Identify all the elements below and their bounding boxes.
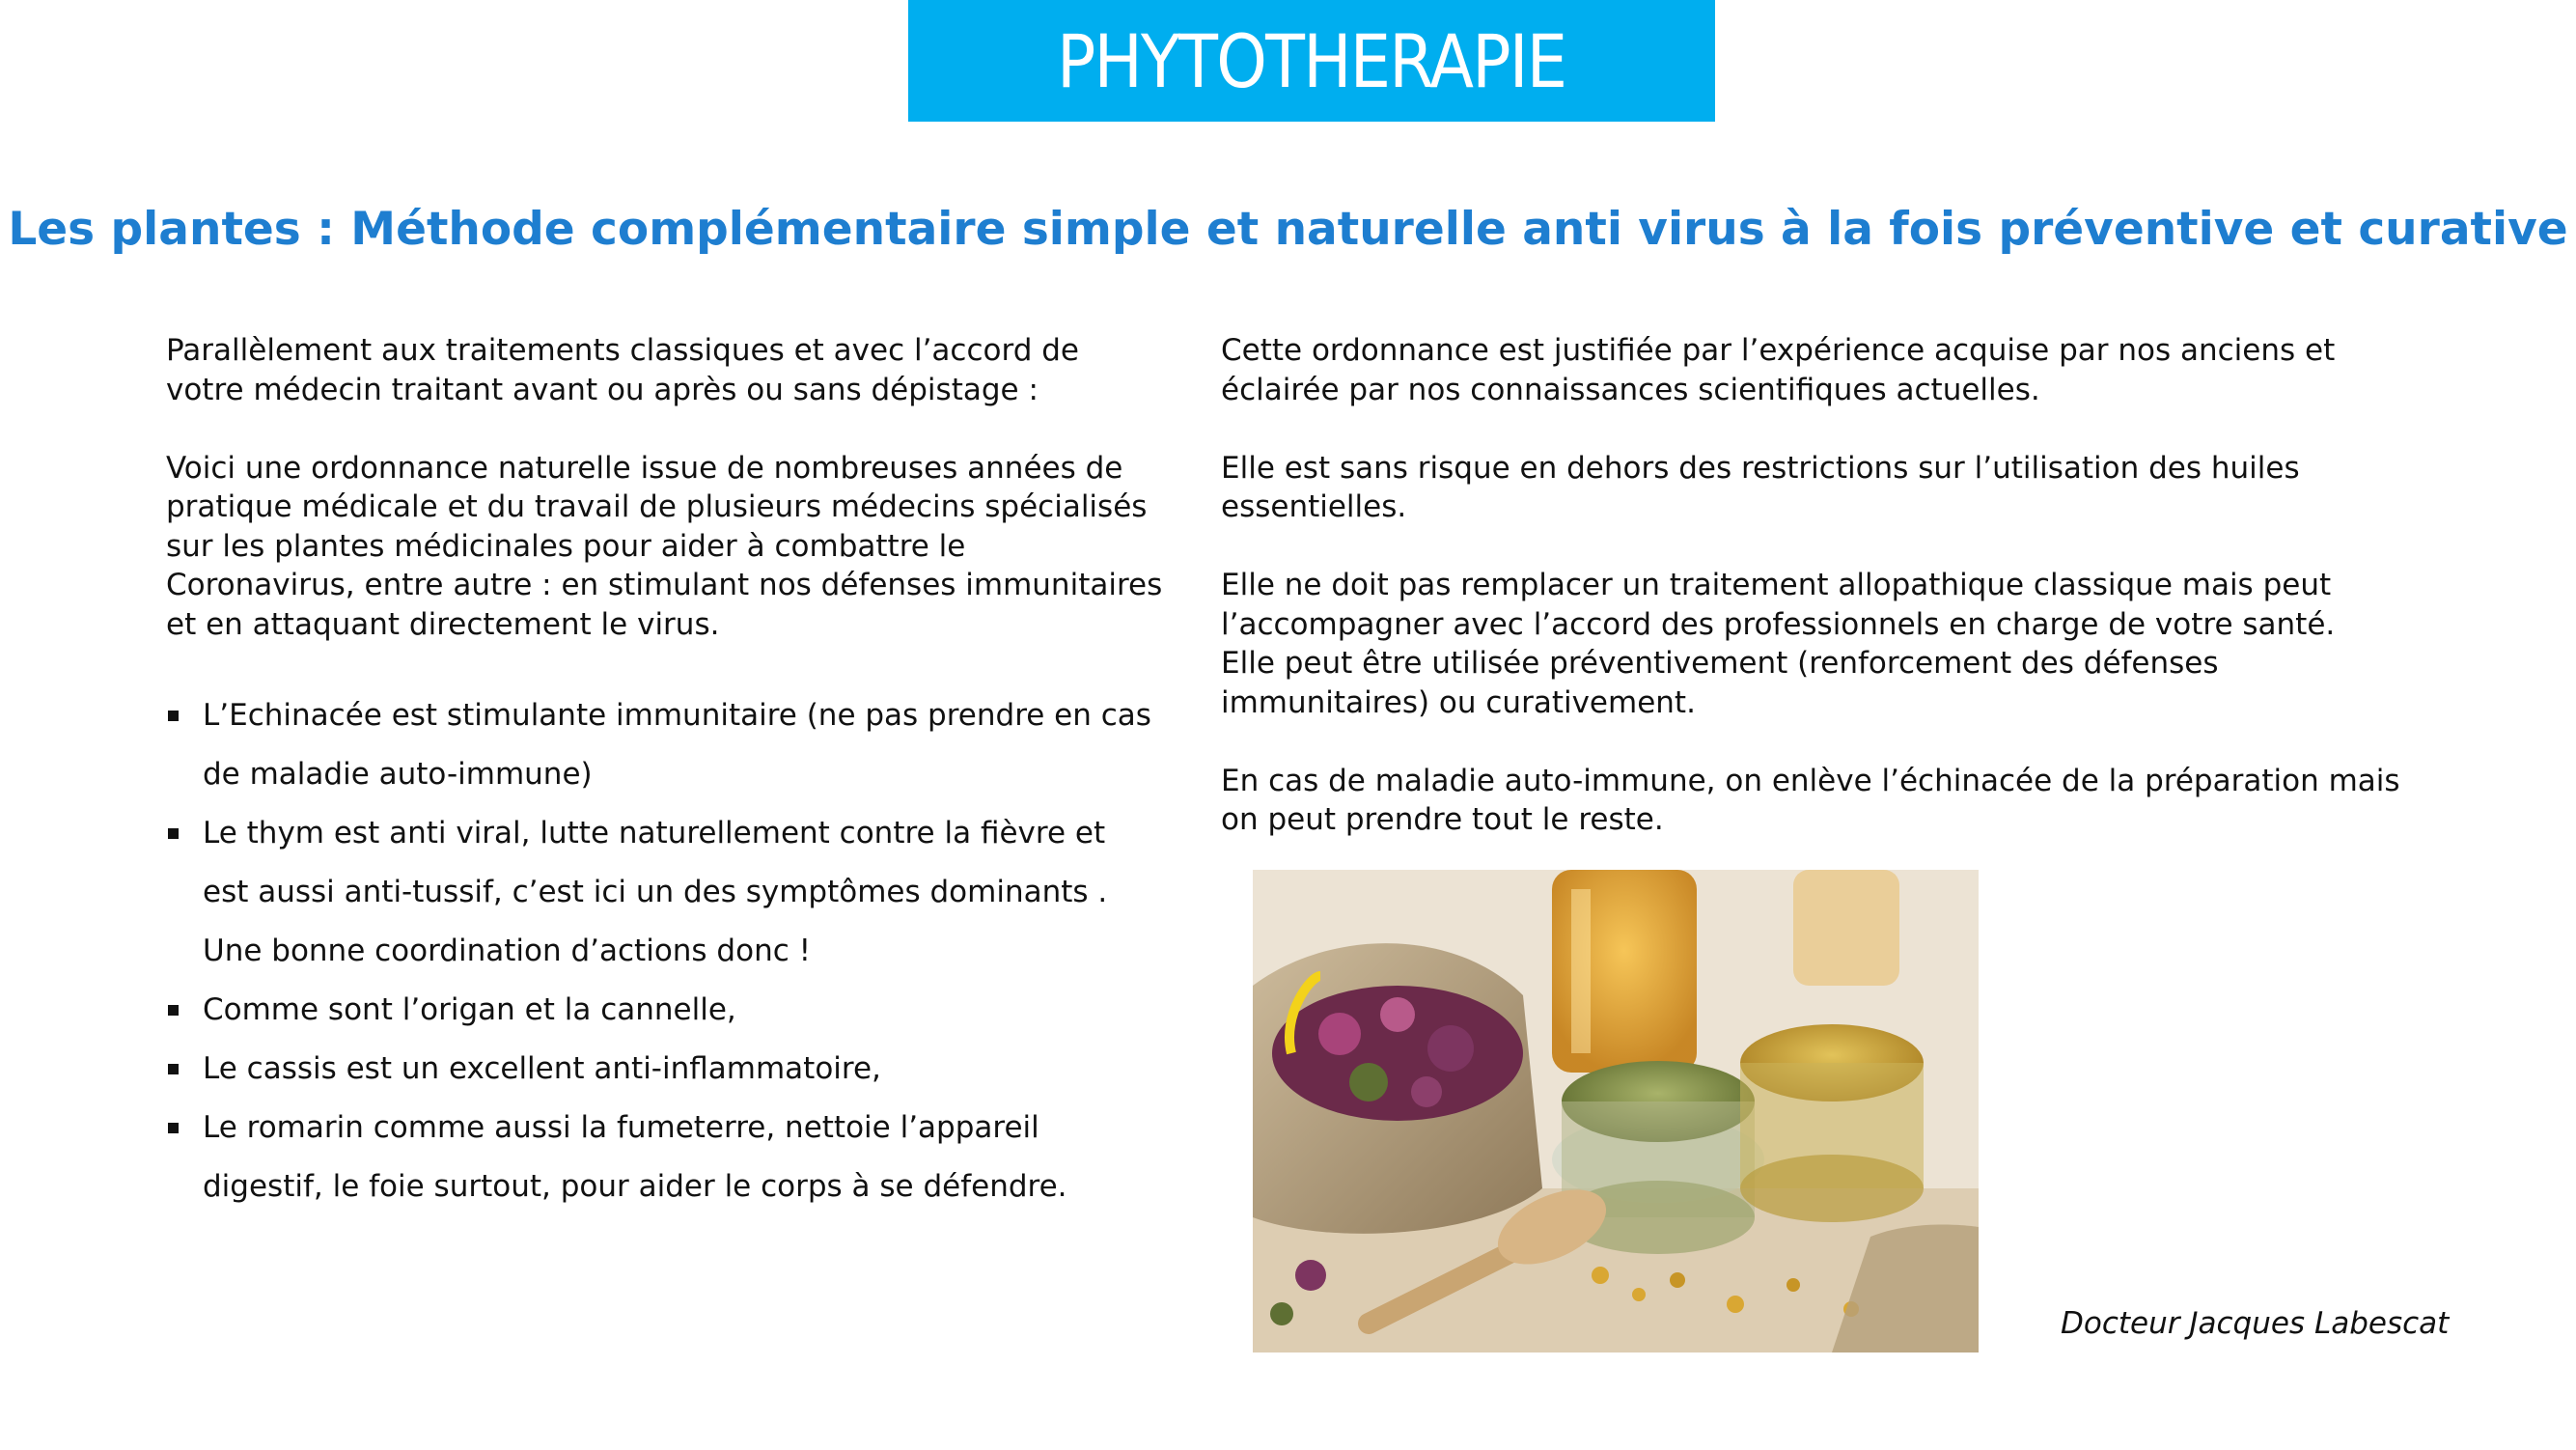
paragraph-line: on peut prendre tout le reste. bbox=[1221, 802, 1664, 837]
title-banner bbox=[908, 0, 1715, 122]
bullet-square-icon bbox=[168, 711, 179, 721]
paragraph-line: éclairée par nos connaissances scientifiques actuelles. bbox=[1221, 372, 2040, 407]
list-item-line: Comme sont l’origan et la cannelle, bbox=[203, 992, 736, 1027]
left-column bbox=[166, 331, 1162, 644]
paragraph-line: Elle est sans risque en dehors des restrictions sur l’utilisation des huiles bbox=[1221, 450, 2300, 486]
list-item-line: Une bonne coordination d’actions donc ! bbox=[203, 934, 812, 968]
bullet-square-icon bbox=[168, 828, 179, 839]
paragraph-line: pratique médicale et du travail de plusieurs médecins spécialisés bbox=[166, 489, 1148, 524]
paragraph-line: l’accompagner avec l’accord des professionnels en charge de votre santé. bbox=[1221, 606, 2336, 642]
list-item-line: digestif, le foie surtout, pour aider le corps à se défendre. bbox=[203, 1169, 1067, 1204]
list-item-line: Le thym est anti viral, lutte naturellement contre la fièvre et bbox=[203, 816, 1106, 850]
right-column bbox=[1221, 331, 2400, 840]
author-signature: Docteur Jacques Labescat bbox=[2061, 1306, 2450, 1341]
list-item bbox=[166, 804, 1151, 981]
list-item-line: Le romarin comme aussi la fumeterre, nettoie l’appareil bbox=[203, 1110, 1039, 1145]
herbs-illustration bbox=[1253, 870, 1979, 1352]
paragraph-line: Cette ordonnance est justifiée par l’expérience acquise par nos anciens et bbox=[1221, 333, 2336, 368]
paragraph-line: Elle peut être utilisée préventivement (renforcement des défenses bbox=[1221, 646, 2219, 681]
bullet-square-icon bbox=[168, 1123, 179, 1133]
remedy-list bbox=[166, 686, 1151, 1216]
list-item bbox=[166, 686, 1151, 804]
paragraph-line: En cas de maladie auto-immune, on enlève l’échinacée de la préparation mais bbox=[1221, 763, 2400, 798]
intro-line: Parallèlement aux traitements classiques et avec l’accord de bbox=[166, 333, 1079, 368]
paragraph-line: Elle ne doit pas remplacer un traitement allopathique classique mais peut bbox=[1221, 568, 2332, 602]
paragraph-line: sur les plantes médicinales pour aider à combattre le bbox=[166, 528, 966, 564]
list-item-line: de maladie auto-immune) bbox=[203, 757, 593, 792]
list-item-line: est aussi anti-tussif, c’est ici un des symptômes dominants . bbox=[203, 875, 1108, 909]
bullet-square-icon bbox=[168, 1064, 179, 1074]
paragraph-line: et en attaquant directement le virus. bbox=[166, 606, 720, 642]
list-item bbox=[166, 1040, 1151, 1099]
paragraph-line: essentielles. bbox=[1221, 489, 1407, 524]
paragraph-line: Coronavirus, entre autre : en stimulant nos défenses immunitaires bbox=[166, 568, 1163, 602]
intro-line: votre médecin traitant avant ou après ou sans dépistage : bbox=[166, 372, 1039, 407]
list-item bbox=[166, 1099, 1151, 1216]
page-title: PHYTOTHERAPIE bbox=[1057, 17, 1566, 104]
herbs-photo bbox=[1253, 870, 1979, 1352]
bullet-square-icon bbox=[168, 1005, 179, 1016]
list-item-line: L’Echinacée est stimulante immunitaire (ne pas prendre en cas bbox=[203, 698, 1151, 733]
list-item-line: Le cassis est un excellent anti-inflammatoire, bbox=[203, 1051, 881, 1086]
paragraph-line: Voici une ordonnance naturelle issue de nombreuses années de bbox=[166, 450, 1123, 486]
page-subtitle: Les plantes : Méthode complémentaire simple et naturelle anti virus à la fois préventive et curative bbox=[8, 203, 2568, 256]
paragraph-line: immunitaires) ou curativement. bbox=[1221, 684, 1696, 720]
list-item bbox=[166, 981, 1151, 1040]
